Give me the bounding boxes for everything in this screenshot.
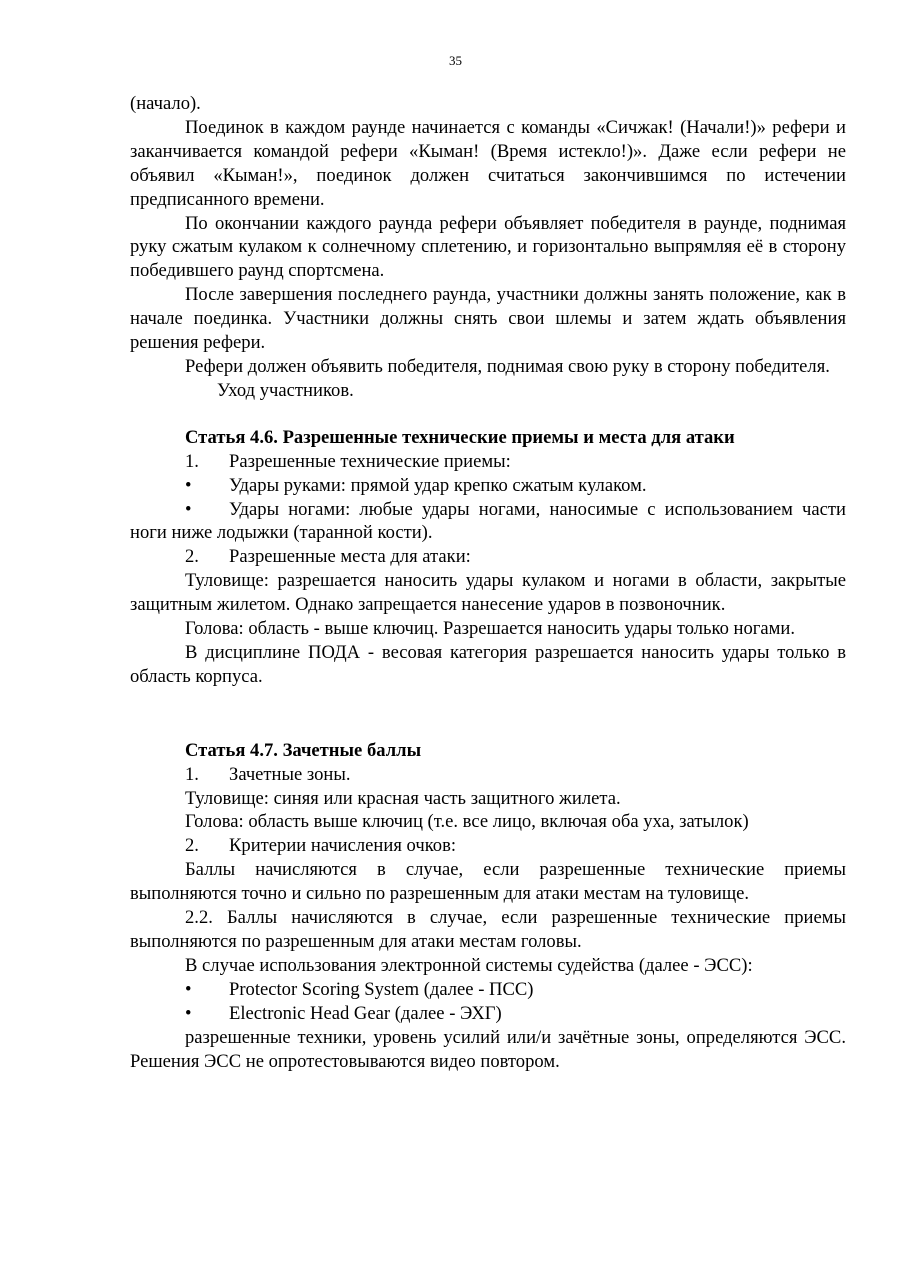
list-item-text: Критерии начисления очков:: [229, 835, 457, 857]
bullet-icon: •: [185, 1002, 192, 1024]
bullet-icon: •: [185, 498, 192, 520]
paragraph-torso-zone: Туловище: синяя или красная часть защитного жилета.: [185, 787, 621, 809]
bullet-text: Protector Scoring System (далее - ПСС): [229, 978, 534, 1000]
paragraph-points-torso: Баллы начисляются в случае, если разрешенные технические приемы выполняются точно и сильно по разрешенным для атаки местам на туловище.: [130, 859, 846, 905]
paragraph-ess: В случае использования электронной системы судейства (далее - ЭСС):: [185, 954, 753, 976]
paragraph-nachalo: (начало).: [130, 93, 201, 114]
paragraph-head-zone: Голова: область выше ключиц (т.е. все лицо, включая оба уха, затылок): [185, 811, 749, 833]
list-item: [130, 834, 846, 858]
paragraph-round-winner: По окончании каждого раунда рефери объявляет победителя в раунде, поднимая руку сжатым кулаком к солнечному сплетению, и горизонтально выпрямляя её в сторону победившего раунд спортсмена.: [130, 212, 846, 282]
article-4-6-heading: Статья 4.6. Разрешенные технические приемы и места для атаки: [185, 426, 735, 448]
paragraph-torso: Туловище: разрешается наносить удары кулаком и ногами в области, закрытые защитным жилетом. Однако запрещается нанесение ударов в позвоночник.: [130, 570, 846, 616]
paragraph-declare-winner: Рефери должен объявить победителя, поднимая свою руку в сторону победителя.: [185, 355, 830, 377]
list-item: [130, 450, 846, 474]
list-number: 1.: [185, 450, 199, 472]
bullet-text: Удары ногами: любые удары ногами, наносимые с использованием части ноги ниже лодыжки (таранной кости).: [130, 498, 846, 544]
paragraph-final-round: После завершения последнего раунда, участники должны занять положение, как в начале поединка. Участники должны снять свои шлемы и затем ждать объявления решения рефери.: [130, 284, 846, 354]
paragraph-head: Голова: область - выше ключиц. Разрешается наносить удары только ногами.: [185, 618, 796, 640]
list-item: [130, 763, 846, 787]
paragraph-points-head: 2.2. Баллы начисляются в случае, если разрешенные технические приемы выполняются по разрешенным для атаки местам головы.: [130, 907, 846, 952]
paragraph-exit: Уход участников.: [217, 379, 354, 401]
bullet-icon: •: [185, 474, 192, 496]
bullet-item: [130, 498, 846, 546]
bullet-item: [130, 474, 846, 498]
bullet-item: [130, 978, 846, 1002]
paragraph-ess-decisions: разрешенные техники, уровень усилий или/и зачётные зоны, определяются ЭСС. Решения ЭСС не опротестовываются видео повтором.: [130, 1026, 846, 1072]
article-4-7-heading: Статья 4.7. Зачетные баллы: [185, 739, 422, 761]
list-item-text: Разрешенные места для атаки:: [229, 546, 471, 568]
list-number: 1.: [185, 763, 199, 785]
page-content: [130, 92, 846, 1073]
list-number: 2.: [185, 546, 199, 568]
list-item-text: Разрешенные технические приемы:: [229, 450, 511, 472]
bullet-icon: •: [185, 978, 192, 1000]
list-number: 2.: [185, 835, 199, 857]
list-item: [130, 545, 846, 569]
paragraph-bout-start: Поединок в каждом раунде начинается с команды «Сичжак! (Начали!)» рефери и заканчивается командой рефери «Кыман! (Время истекло!)». Даже если рефери не объявил «Кыман!», поединок должен считаться закончившимся по истечении предписанного времени.: [130, 116, 846, 210]
list-item-text: Зачетные зоны.: [229, 763, 351, 785]
bullet-item: [130, 1002, 846, 1026]
bullet-text: Удары руками: прямой удар крепко сжатым кулаком.: [229, 474, 647, 496]
paragraph-poda: В дисциплине ПОДА - весовая категория разрешается наносить удары только в область корпуса.: [130, 641, 846, 687]
page-number: 35: [449, 53, 462, 68]
bullet-text: Electronic Head Gear (далее - ЭХГ): [229, 1002, 502, 1024]
